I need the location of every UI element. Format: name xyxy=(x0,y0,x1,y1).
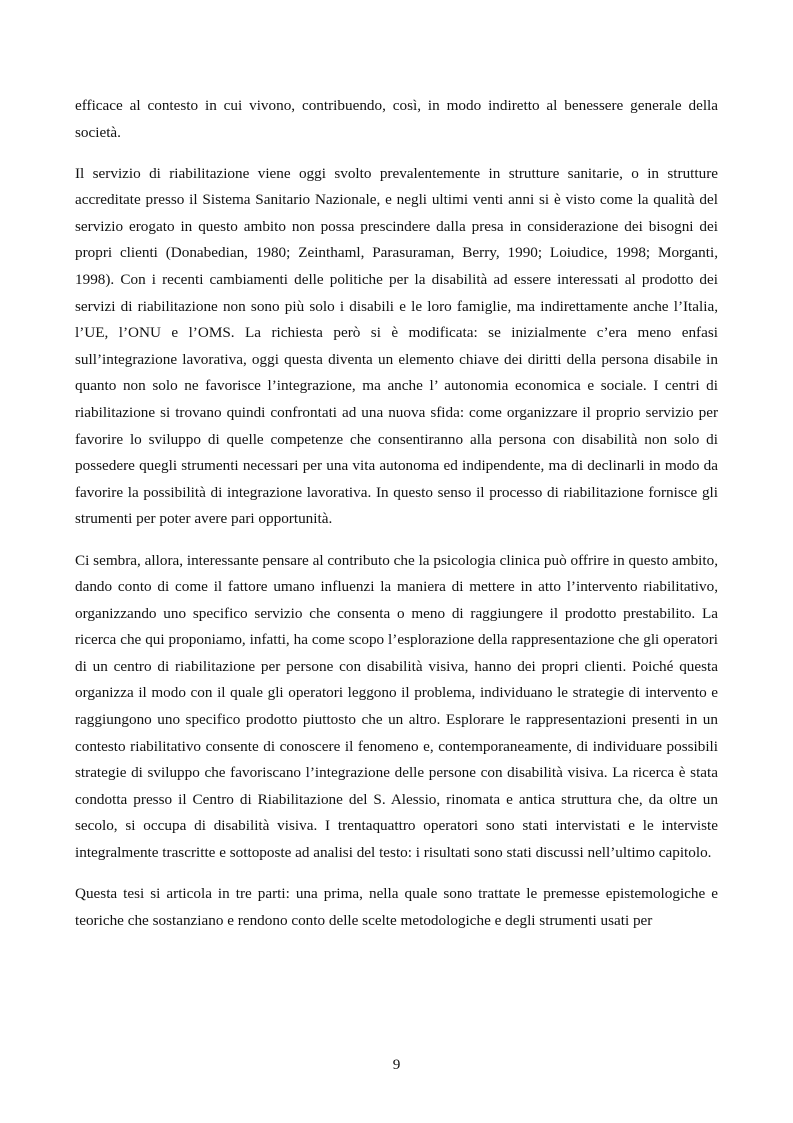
body-text xyxy=(75,93,718,949)
page-number: 9 xyxy=(392,1056,401,1073)
paragraph-4: Questa tesi si articola in tre parti: una prima, nella quale sono trattate le premesse epistemologiche e teoriche che sostanziano e rendono conto delle scelte metodologiche e degli strumenti usati per xyxy=(75,885,718,929)
paragraph-3: Ci sembra, allora, interessante pensare al contributo che la psicologia clinica può offrire in questo ambito, dando conto di come il fattore umano influenzi la maniera di mettere in atto l’intervento riabilitativo, organizzando uno specifico servizio che consenta o meno di raggiungere il prodotto prestabilito. La ricerca che qui proponiamo, infatti, ha come scopo l’esplorazione della rappresentazione che gli operatori di un centro di riabilitazione per persone con disabilità visiva, hanno dei propri clienti. Poiché questa organizza il modo con il quale gli operatori leggono il problema, individuano le strategie di intervento e raggiungono uno specifico prodotto piuttosto che un altro. Esplorare le rappresentazioni presenti in un contesto riabilitativo consente di conoscere il fenomeno e, contemporaneamente, di individuare possibili strategie di sviluppo che favoriscano l’integrazione delle persone con disabilità visiva. La ricerca è stata condotta presso il Centro di Riabilitazione del S. Alessio, rinomata e antica struttura che, da oltre un secolo, si occupa di disabilità visiva. I trentaquattro operatori sono stati intervistati e le interviste integralmente trascritte e sottoposte ad analisi del testo: i risultati sono stati discussi nell’ultimo capitolo. xyxy=(75,551,718,862)
paragraph-2: Il servizio di riabilitazione viene oggi svolto prevalentemente in strutture sanitarie, o in strutture accreditate presso il Sistema Sanitario Nazionale, e negli ultimi venti anni si è visto come la qualità del servizio erogato in questo ambito non possa prescindere dalla presa in considerazione dei bisogni dei propri clienti (Donabedian, 1980; Zeinthaml, Parasuraman, Berry, 1990; Loiudice, 1998; Morganti, 1998). Con i recenti cambiamenti delle politiche per la disabilità ad essere interessati al prodotto dei servizi di riabilitazione non sono più solo i disabili e le loro famiglie, ma indirettamente anche l’Italia, l’UE, l’ONU e l’OMS. La richiesta però si è modificata: se inizialmente c’era meno enfasi sull’integrazione lavorativa, oggi questa diventa un elemento chiave dei diritti della persona disabile in quanto non solo ne favorisce l’integrazione, ma anche l’ autonomia economica e sociale. I centri di riabilitazione si trovano quindi confrontati ad una nuova sfida: come organizzare il proprio servizio per favorire lo sviluppo di quelle competenze che consentiranno alla persona con disabilità non solo di possedere quegli strumenti necessari per una vita autonoma ed indipendente, ma di declinarli in modo da favorire la possibilità di integrazione lavorativa. In questo senso il processo di riabilitazione fornisce gli strumenti per poter avere pari opportunità. xyxy=(75,164,718,528)
paragraph-1: efficace al contesto in cui vivono, contribuendo, così, in modo indiretto al benessere generale della società. xyxy=(75,97,718,141)
